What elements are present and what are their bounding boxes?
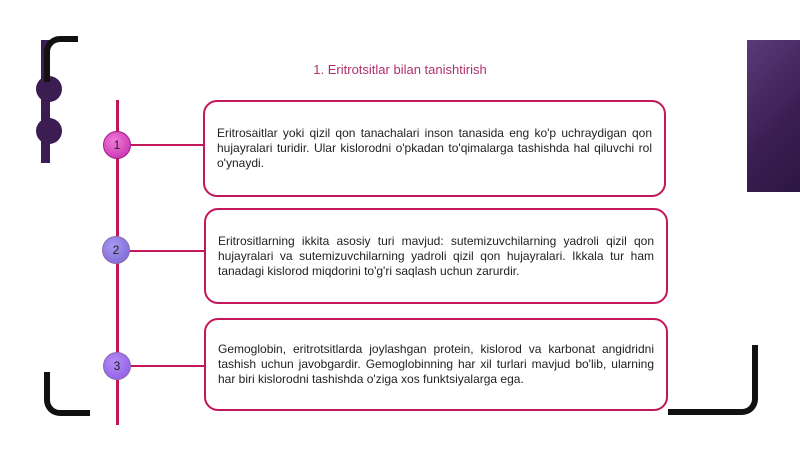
step-card-1 — [203, 100, 666, 197]
step-badge-2: 2 — [102, 236, 130, 264]
bottom-right-bracket — [668, 345, 758, 415]
left-decor-circle — [36, 118, 62, 144]
slide-title: 1. Eritrotsitlar bilan tanishtirish — [313, 62, 487, 77]
step-card-3 — [204, 318, 668, 411]
bottom-left-bracket — [44, 372, 90, 416]
right-decor-panel — [747, 40, 800, 192]
step-text-3: Gemoglobin, eritrotsitlarda joylashgan protein, kislorod va karbonat angidridni tashish uchun javobgardir. Gemoglobinning har xil turlari mavjud bo'lib, ularning har biri kislorodni tashishda o'ziga xos funktsiyalarga ega. — [218, 342, 654, 386]
connector-line — [118, 250, 204, 252]
step-text-2: Eritrositlarning ikkita asosiy turi mavjud: sutemizuvchilarning yadroli qizil qon hujayralari va sutemizuvchilarning yadroli qizil qon hujayralari. Ikkala tur ham tanadagi kislorod miqdorini to'g'ri saqlash uchun zarurdir. — [218, 233, 654, 278]
top-left-bracket — [44, 36, 78, 82]
step-card-2 — [204, 208, 668, 304]
step-badge-1: 1 — [103, 131, 131, 159]
step-text-1: Eritrosaitlar yoki qizil qon tanachalari inson tanasida eng ko'p uchraydigan qon hujayralari turidir. Ular kislorodni o'pkadan to'qimalarga tashishda hal qiluvchi rol o'ynaydi. — [217, 126, 652, 170]
step-badge-3: 3 — [103, 352, 131, 380]
